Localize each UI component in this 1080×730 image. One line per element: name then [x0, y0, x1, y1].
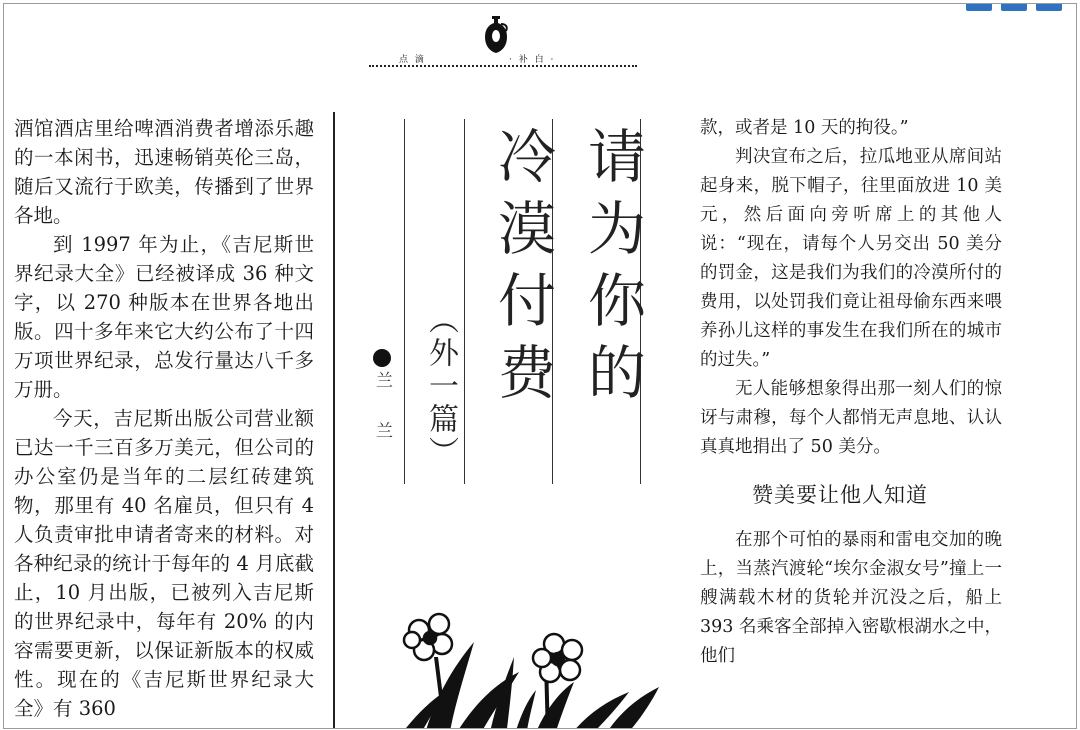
bullet-dot-icon — [373, 349, 391, 367]
title-second: 冷漠付费 — [488, 126, 556, 414]
left-paragraph-2: 到 1997 年为止，《吉尼斯世界纪录大全》已经被译成 36 种文字，以 270 种版本在世界各地出版。四十多年来它大约公布了十四万项世界纪录，总发行量达八千多万册。 — [14, 233, 314, 401]
header-section-right: · 补 白 · — [509, 55, 556, 65]
section-heading: 赞美要让他人知道 — [752, 483, 928, 507]
page-scan — [3, 3, 1077, 729]
author-block — [370, 349, 394, 456]
right-column — [700, 114, 1002, 671]
nav-button-1[interactable] — [966, 4, 992, 11]
header-dotted-rule — [369, 65, 637, 67]
right-paragraph-1: 款，或者是 10 天的拘役。” — [700, 118, 909, 138]
column-divider — [333, 112, 335, 729]
right-paragraph-3: 无人能够想象得出那一刻人们的惊讶与肃穆，每个人都悄无声息地、认认真真地捐出了 50 美分。 — [700, 379, 1002, 457]
flower-illustration — [394, 602, 664, 729]
title-rule — [404, 119, 405, 484]
header-section-left: 点 滴 — [399, 55, 426, 65]
left-paragraph-1: 酒馆酒店里给啤酒消费者增添乐趣的一本闲书，迅速畅销英伦三岛，随后又流行于欧美，传播到了世界各地。 — [14, 117, 314, 227]
left-column — [14, 114, 314, 723]
nav-button-2[interactable] — [1001, 4, 1027, 11]
vase-icon — [481, 14, 511, 56]
title-rule — [464, 119, 465, 484]
title-main: 请为你的 — [578, 126, 646, 414]
author-name: 兰 兰 — [372, 371, 392, 453]
right-paragraph-2: 判决宣布之后，拉瓜地亚从席间站起身来，脱下帽子，往里面放进 10 美元，然后面向旁听席上的其他人说：“现在，请每个人另交出 50 美分的罚金，这是我们为我们的冷漠所付的费用，以处罚我们竟让祖母偷东西来喂养孙儿这样的事发生在我们所在的城市的过失。” — [700, 147, 1002, 370]
title-subtitle: （外一篇） — [423, 304, 458, 469]
right-paragraph-4: 在那个可怕的暴雨和雷电交加的晚上，当蒸汽渡轮“埃尔金淑女号”撞上一艘满载木材的货轮并沉没之后，船上 393 名乘客全部掉入密歇根湖水之中，他们 — [700, 530, 1002, 666]
left-paragraph-3: 今天，吉尼斯出版公司营业额已达一千三百多万美元，但公司的办公室仍是当年的二层红砖建筑物，那里有 40 名雇员，但只有 4 人负责审批申请者寄来的材料。对各种纪录的统计于每年的 4 月底截止，10 月出版，已被列入吉尼斯的世界纪录中，每年有 20% 的内容需要更新，以保证新版本的权威性。现在的《吉尼斯世界纪录大全》有 360 — [14, 407, 314, 720]
nav-button-3[interactable] — [1036, 4, 1062, 11]
